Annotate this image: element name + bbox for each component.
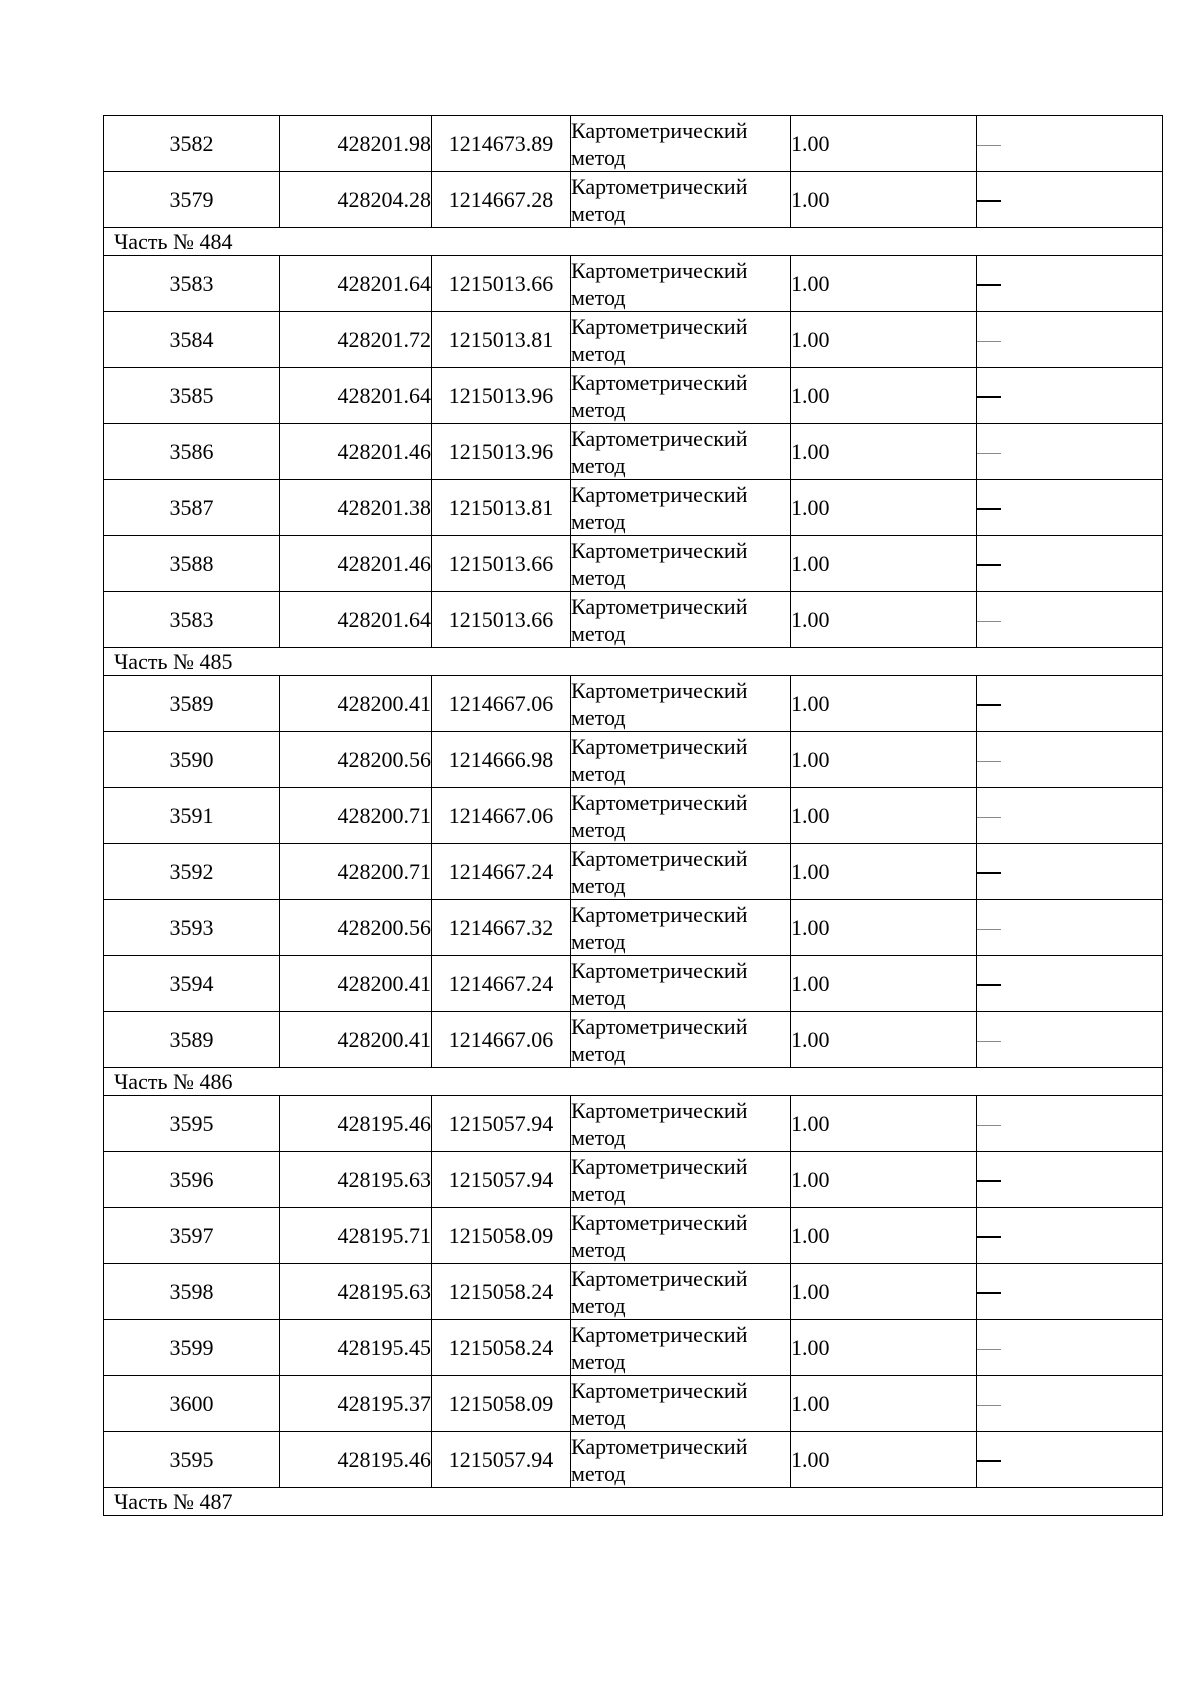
point-number-cell: 3590 (104, 732, 280, 788)
x-coordinate-cell: 428200.41 (280, 676, 432, 732)
description-cell (977, 312, 1163, 368)
description-cell (977, 1096, 1163, 1152)
description-cell (977, 1320, 1163, 1376)
dash-mark (977, 984, 1001, 986)
accuracy-cell: 1.00 (791, 844, 977, 900)
part-header-row (104, 1068, 1163, 1096)
x-coordinate-cell: 428201.46 (280, 536, 432, 592)
x-coordinate-cell: 428195.45 (280, 1320, 432, 1376)
table-row (104, 676, 1163, 732)
y-coordinate-cell: 1214667.28 (432, 172, 571, 228)
x-coordinate-cell: 428200.41 (280, 956, 432, 1012)
part-label: Часть № 486 (104, 1068, 1163, 1096)
dash-mark (977, 200, 1001, 202)
table-row (104, 172, 1163, 228)
table-row (104, 1152, 1163, 1208)
method-cell: Картометрический метод (571, 1012, 791, 1068)
table-row (104, 592, 1163, 648)
x-coordinate-cell: 428200.56 (280, 900, 432, 956)
x-coordinate-cell: 428195.46 (280, 1432, 432, 1488)
x-coordinate-cell: 428201.64 (280, 592, 432, 648)
table-row (104, 424, 1163, 480)
dash-mark (977, 341, 1001, 342)
dash-mark (977, 284, 1001, 286)
x-coordinate-cell: 428195.63 (280, 1264, 432, 1320)
y-coordinate-cell: 1215057.94 (432, 1152, 571, 1208)
dash-mark (977, 761, 1001, 762)
x-coordinate-cell: 428200.56 (280, 732, 432, 788)
point-number-cell: 3582 (104, 116, 280, 172)
description-cell (977, 1264, 1163, 1320)
dash-mark (977, 564, 1001, 566)
coordinates-table (103, 115, 1163, 1516)
y-coordinate-cell: 1215013.81 (432, 312, 571, 368)
method-cell: Картометрический метод (571, 312, 791, 368)
description-cell (977, 1376, 1163, 1432)
method-cell: Картометрический метод (571, 844, 791, 900)
x-coordinate-cell: 428195.46 (280, 1096, 432, 1152)
point-number-cell: 3589 (104, 1012, 280, 1068)
table-row (104, 1208, 1163, 1264)
accuracy-cell: 1.00 (791, 956, 977, 1012)
description-cell (977, 424, 1163, 480)
dash-mark (977, 1236, 1001, 1238)
description-cell (977, 536, 1163, 592)
x-coordinate-cell: 428200.41 (280, 1012, 432, 1068)
description-cell (977, 788, 1163, 844)
dash-mark (977, 508, 1001, 510)
accuracy-cell: 1.00 (791, 1432, 977, 1488)
y-coordinate-cell: 1215057.94 (432, 1096, 571, 1152)
method-cell: Картометрический метод (571, 256, 791, 312)
x-coordinate-cell: 428195.71 (280, 1208, 432, 1264)
point-number-cell: 3593 (104, 900, 280, 956)
dash-mark (977, 145, 1001, 146)
table-row (104, 1096, 1163, 1152)
method-cell: Картометрический метод (571, 956, 791, 1012)
table-row (104, 1432, 1163, 1488)
point-number-cell: 3589 (104, 676, 280, 732)
dash-mark (977, 1292, 1001, 1294)
x-coordinate-cell: 428201.64 (280, 368, 432, 424)
point-number-cell: 3598 (104, 1264, 280, 1320)
table-row (104, 1264, 1163, 1320)
point-number-cell: 3595 (104, 1432, 280, 1488)
table-row (104, 1320, 1163, 1376)
method-cell: Картометрический метод (571, 900, 791, 956)
x-coordinate-cell: 428204.28 (280, 172, 432, 228)
point-number-cell: 3596 (104, 1152, 280, 1208)
part-label: Часть № 487 (104, 1488, 1163, 1516)
y-coordinate-cell: 1215058.24 (432, 1320, 571, 1376)
table-row (104, 116, 1163, 172)
table-row (104, 1012, 1163, 1068)
dash-mark (977, 1460, 1001, 1462)
accuracy-cell: 1.00 (791, 1376, 977, 1432)
method-cell: Картометрический метод (571, 368, 791, 424)
description-cell (977, 368, 1163, 424)
table-row (104, 536, 1163, 592)
dash-mark (977, 1349, 1001, 1350)
description-cell (977, 900, 1163, 956)
method-cell: Картометрический метод (571, 172, 791, 228)
description-cell (977, 676, 1163, 732)
table-row (104, 368, 1163, 424)
y-coordinate-cell: 1214666.98 (432, 732, 571, 788)
accuracy-cell: 1.00 (791, 1096, 977, 1152)
accuracy-cell: 1.00 (791, 732, 977, 788)
accuracy-cell: 1.00 (791, 116, 977, 172)
method-cell: Картометрический метод (571, 676, 791, 732)
table-row (104, 480, 1163, 536)
point-number-cell: 3591 (104, 788, 280, 844)
dash-mark (977, 621, 1001, 622)
y-coordinate-cell: 1214673.89 (432, 116, 571, 172)
description-cell (977, 480, 1163, 536)
method-cell: Картометрический метод (571, 1096, 791, 1152)
x-coordinate-cell: 428201.98 (280, 116, 432, 172)
part-label: Часть № 485 (104, 648, 1163, 676)
accuracy-cell: 1.00 (791, 172, 977, 228)
x-coordinate-cell: 428200.71 (280, 788, 432, 844)
dash-mark (977, 453, 1001, 454)
y-coordinate-cell: 1215013.96 (432, 424, 571, 480)
dash-mark (977, 1041, 1001, 1042)
table-row (104, 844, 1163, 900)
y-coordinate-cell: 1214667.06 (432, 788, 571, 844)
accuracy-cell: 1.00 (791, 1152, 977, 1208)
dash-mark (977, 396, 1001, 398)
point-number-cell: 3594 (104, 956, 280, 1012)
y-coordinate-cell: 1214667.06 (432, 1012, 571, 1068)
description-cell (977, 1152, 1163, 1208)
method-cell: Картометрический метод (571, 1320, 791, 1376)
accuracy-cell: 1.00 (791, 536, 977, 592)
method-cell: Картометрический метод (571, 424, 791, 480)
dash-mark (977, 929, 1001, 930)
point-number-cell: 3584 (104, 312, 280, 368)
accuracy-cell: 1.00 (791, 312, 977, 368)
table-row (104, 312, 1163, 368)
table-row (104, 256, 1163, 312)
description-cell (977, 1208, 1163, 1264)
accuracy-cell: 1.00 (791, 788, 977, 844)
x-coordinate-cell: 428200.71 (280, 844, 432, 900)
x-coordinate-cell: 428201.72 (280, 312, 432, 368)
y-coordinate-cell: 1215013.66 (432, 592, 571, 648)
y-coordinate-cell: 1214667.24 (432, 956, 571, 1012)
point-number-cell: 3585 (104, 368, 280, 424)
point-number-cell: 3599 (104, 1320, 280, 1376)
point-number-cell: 3579 (104, 172, 280, 228)
description-cell (977, 592, 1163, 648)
y-coordinate-cell: 1214667.24 (432, 844, 571, 900)
method-cell: Картометрический метод (571, 480, 791, 536)
accuracy-cell: 1.00 (791, 1264, 977, 1320)
dash-mark (977, 1125, 1001, 1126)
point-number-cell: 3587 (104, 480, 280, 536)
point-number-cell: 3583 (104, 592, 280, 648)
y-coordinate-cell: 1215013.66 (432, 256, 571, 312)
y-coordinate-cell: 1215058.09 (432, 1208, 571, 1264)
table-row (104, 732, 1163, 788)
x-coordinate-cell: 428201.46 (280, 424, 432, 480)
method-cell: Картометрический метод (571, 1152, 791, 1208)
table-row (104, 900, 1163, 956)
part-header-row (104, 1488, 1163, 1516)
method-cell: Картометрический метод (571, 116, 791, 172)
point-number-cell: 3583 (104, 256, 280, 312)
method-cell: Картометрический метод (571, 1376, 791, 1432)
part-header-row (104, 648, 1163, 676)
y-coordinate-cell: 1215058.09 (432, 1376, 571, 1432)
description-cell (977, 1432, 1163, 1488)
description-cell (977, 844, 1163, 900)
accuracy-cell: 1.00 (791, 1012, 977, 1068)
dash-mark (977, 817, 1001, 818)
y-coordinate-cell: 1215057.94 (432, 1432, 571, 1488)
point-number-cell: 3588 (104, 536, 280, 592)
method-cell: Картометрический метод (571, 732, 791, 788)
point-number-cell: 3592 (104, 844, 280, 900)
method-cell: Картометрический метод (571, 1432, 791, 1488)
table-row (104, 956, 1163, 1012)
method-cell: Картометрический метод (571, 536, 791, 592)
dash-mark (977, 1180, 1001, 1182)
point-number-cell: 3600 (104, 1376, 280, 1432)
method-cell: Картометрический метод (571, 788, 791, 844)
accuracy-cell: 1.00 (791, 676, 977, 732)
y-coordinate-cell: 1215013.66 (432, 536, 571, 592)
description-cell (977, 256, 1163, 312)
description-cell (977, 116, 1163, 172)
point-number-cell: 3586 (104, 424, 280, 480)
accuracy-cell: 1.00 (791, 368, 977, 424)
table-row (104, 788, 1163, 844)
coordinates-table-body (104, 116, 1163, 1516)
y-coordinate-cell: 1215013.81 (432, 480, 571, 536)
method-cell: Картометрический метод (571, 592, 791, 648)
point-number-cell: 3597 (104, 1208, 280, 1264)
part-header-row (104, 228, 1163, 256)
accuracy-cell: 1.00 (791, 1208, 977, 1264)
x-coordinate-cell: 428195.37 (280, 1376, 432, 1432)
accuracy-cell: 1.00 (791, 480, 977, 536)
method-cell: Картометрический метод (571, 1264, 791, 1320)
x-coordinate-cell: 428195.63 (280, 1152, 432, 1208)
y-coordinate-cell: 1215058.24 (432, 1264, 571, 1320)
y-coordinate-cell: 1214667.06 (432, 676, 571, 732)
point-number-cell: 3595 (104, 1096, 280, 1152)
method-cell: Картометрический метод (571, 1208, 791, 1264)
part-label: Часть № 484 (104, 228, 1163, 256)
description-cell (977, 732, 1163, 788)
accuracy-cell: 1.00 (791, 1320, 977, 1376)
description-cell (977, 956, 1163, 1012)
description-cell (977, 172, 1163, 228)
accuracy-cell: 1.00 (791, 256, 977, 312)
accuracy-cell: 1.00 (791, 592, 977, 648)
x-coordinate-cell: 428201.64 (280, 256, 432, 312)
description-cell (977, 1012, 1163, 1068)
dash-mark (977, 1405, 1001, 1406)
dash-mark (977, 872, 1001, 874)
x-coordinate-cell: 428201.38 (280, 480, 432, 536)
table-row (104, 1376, 1163, 1432)
y-coordinate-cell: 1215013.96 (432, 368, 571, 424)
dash-mark (977, 704, 1001, 706)
accuracy-cell: 1.00 (791, 900, 977, 956)
accuracy-cell: 1.00 (791, 424, 977, 480)
y-coordinate-cell: 1214667.32 (432, 900, 571, 956)
